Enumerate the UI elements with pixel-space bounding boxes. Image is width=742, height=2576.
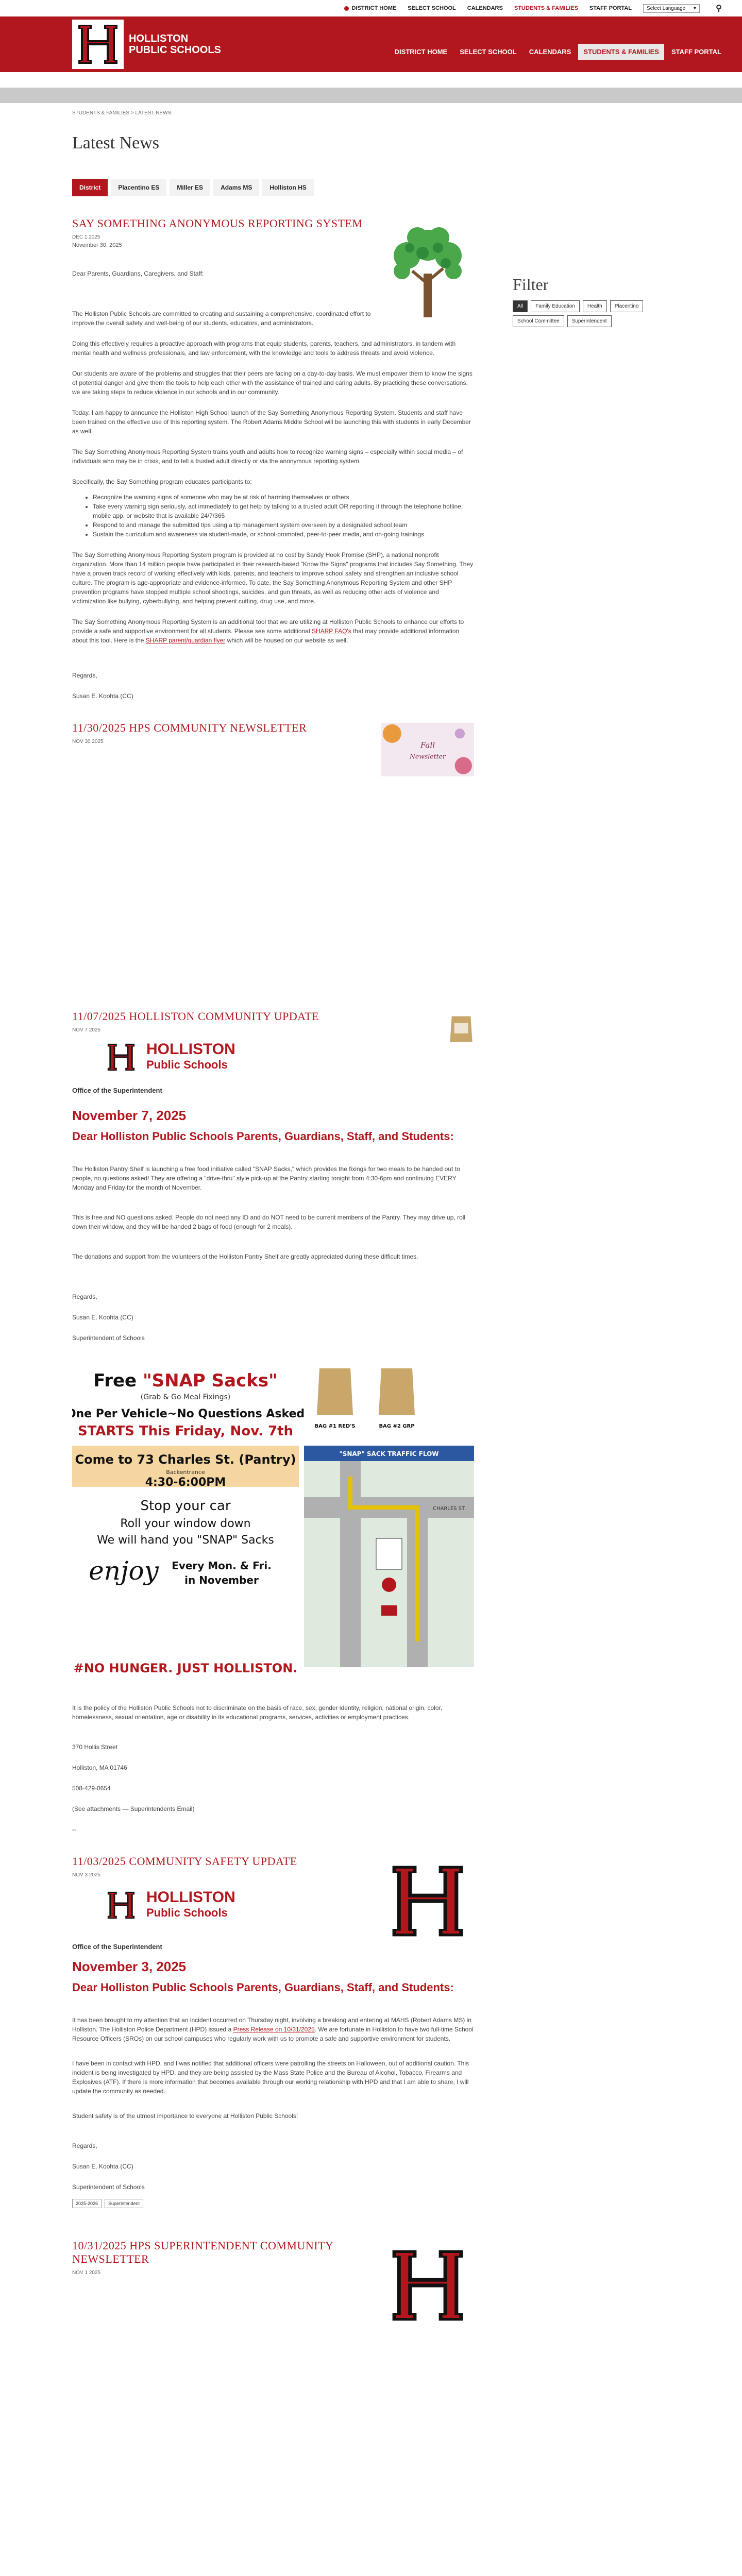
flyer-enjoy: enjoy <box>89 1556 159 1586</box>
post-signature-title: Superintendent of Schools <box>72 1334 145 1342</box>
post-paragraph: The Holliston Pantry Shelf is launching a free food initiative called "SNAP Sacks," which provides the fixings for two meals to be handed out to people, no questions asked! They are offering a "drive-thru" style pick-up at the Pantry starting tonight from 4:30-6pm and continuing EVERY Monday and Friday for the month of November. <box>72 1165 460 1191</box>
flyer-grab: (Grab & Go Meal Fixings) <box>140 1393 231 1401</box>
filter-school-committee[interactable]: School Committee <box>513 315 564 327</box>
flyer-hand: We will hand you "SNAP" Sacks <box>97 1534 274 1547</box>
school-tabs <box>72 179 670 196</box>
news-post <box>72 2239 474 2576</box>
tab-placentino[interactable]: Placentino ES <box>111 179 166 196</box>
flyer-free: Free <box>93 1370 137 1391</box>
sharp-flyer-link[interactable]: SHARP parent/guardian flyer <box>145 637 226 644</box>
site-header <box>0 16 742 72</box>
banner-strip <box>0 88 742 103</box>
post-date: NOV 7 2025 <box>72 1027 101 1033</box>
flyer-bag1: BAG #1 RED'S <box>314 1423 356 1429</box>
post-closing: Regards, <box>72 672 97 679</box>
filter-health[interactable]: Health <box>583 300 607 312</box>
post-date: NOV 1 2025 <box>72 2270 101 2276</box>
flyer-nohunger: #NO HUNGER. JUST HOLLISTON. <box>73 1661 298 1675</box>
post-paragraph: The Say Something Anonymous Reporting System is an additional tool that we are utilizing at Holliston Public Schools to enhance our efforts to provide a safe and supportive environment for all students. Please see some additional SHARP FAQ's that may provide additional information about this tool. Here is the SHARP parent/guardian flyer which will be housed on our website as well. <box>72 618 464 644</box>
separator-text: -- <box>72 1826 76 1833</box>
site-logo[interactable] <box>72 20 221 69</box>
hps-logo-block <box>103 1888 381 1922</box>
flyer-bag2: BAG #2 GRP <box>379 1423 415 1429</box>
util-students-families[interactable]: STUDENTS & FAMILIES <box>514 5 578 11</box>
letter-headline: Dear Holliston Public Schools Parents, Guardians, Staff, and Students: <box>72 1130 454 1143</box>
nav-district-home[interactable]: DISTRICT HOME <box>394 48 448 56</box>
search-icon: ⚲ <box>716 4 722 13</box>
post-paragraph: The Say Something Anonymous Reporting System program is provided at no cost by Sandy Hook Promise (SHP), a national nonprofit organization. More than 14 million people have participated in their research-based "Know the Signs" programs that includes Say Something. They have a proven track record of working effectively with kids, parents, and teachers to improve school safety and strengthen an inclusive school culture. The program is age-appropriate and evidence-informed. To date, the Say Something Anonymous Reporting System and other SHP prevention programs have stopped multiple school shootings, suicides, and gun threats, as well as reducing other acts of violence and victimization like bullying, cyberbullying, and helping prevent cutting, drug use, and more. <box>72 551 474 605</box>
tag-chip[interactable]: Superintendent <box>105 2199 143 2208</box>
post-paragraph: This is free and NO questions asked. People do not need any ID and do NOT need to be current members of the Pantry. They may drive up, roll down their window, and they will be handed 2 bags of food (enough for 2 meals). <box>72 1214 466 1230</box>
post-closing: Regards, <box>72 2142 97 2149</box>
flyer-come: Come to 73 Charles St. (Pantry) <box>75 1452 296 1467</box>
filter-all[interactable]: All <box>513 300 528 312</box>
news-list <box>72 217 474 2576</box>
post-title-link[interactable]: 11/03/2025 COMMUNITY SAFETY UPDATE <box>72 1855 297 1868</box>
post-date: NOV 3 2025 <box>72 1872 101 1878</box>
logo-wordmark: HOLLISTON Public Schools <box>146 1889 235 1919</box>
filter-panel <box>513 275 647 327</box>
list-item: • Recognize the warning signs of someone who may be at risk of harming themselves or others <box>93 493 474 502</box>
post-title-link[interactable]: SAY SOMETHING ANONYMOUS REPORTING SYSTEM <box>72 217 363 230</box>
post-signature: Susan E. Koohta (CC) <box>72 692 133 700</box>
filter-chips <box>513 300 647 327</box>
post-date: DEC 1 2025 <box>72 234 100 240</box>
policy-text: It is the policy of the Holliston Public Schools not to discriminate on the basis of race, sex, gender identity, religion, national origin, color, homelessness, sexual orientation, age or disability in its educational programs, services, activities or employment practices. <box>72 1704 443 1721</box>
svg-text:Free "SNAP Sacks" <box>93 1370 278 1391</box>
holliston-h-thumb <box>381 1855 474 1947</box>
hands-tree-image <box>381 217 474 320</box>
post-bullets <box>93 493 474 539</box>
tag-chip[interactable]: 2025-2026 <box>72 2199 102 2208</box>
post-tags <box>72 2199 474 2208</box>
home-dot-icon <box>344 6 349 11</box>
hps-logo-block <box>103 1040 438 1074</box>
press-release-link[interactable]: Press Release on 10/31/2025 <box>233 2026 315 2033</box>
post-title-link[interactable]: 10/31/2025 HPS SUPERINTENDENT COMMUNITY NEWSLETTER <box>72 2239 333 2265</box>
post-salutation: Dear Parents, Guardians, Caregivers, and Staff: <box>72 270 204 277</box>
flyer-back: Backentrance <box>166 1469 205 1476</box>
address-line: 370 Hollis Street <box>72 1743 118 1751</box>
post-title-link[interactable]: 11/30/2025 HPS COMMUNITY NEWSLETTER <box>72 721 307 734</box>
flyer-starts: STARTS This Friday, Nov. 7th <box>77 1423 294 1439</box>
util-calendars[interactable]: CALENDARS <box>467 5 503 11</box>
office-label: Office of the Superintendent <box>72 1943 162 1951</box>
post-paragraph: The Say Something Anonymous Reporting System trains youth and adults how to recognize warning signs – especially within social media – of individuals who may be in crisis, and to tell a trusted adult directly or via the anonymous reporting system. <box>72 448 463 465</box>
post-paragraph: I have been in contact with HPD, and I was notified that additional officers were patrolling the streets on Halloween, out of additional caution. This incident is being investigated by HPD, and they are being assisted by the Mass State Police and the Bureau of Alcohol, Tobacco, Firearms and Explosives (ATF). If there is more information that becomes available through our working relationship with HPD and that I am able to share, I will update the community as needed. <box>72 2060 469 2095</box>
list-item: • Sustain the curriculum and awareness via student-made, or school-promoted, peer-to-peer media, and on-going trainings <box>93 530 474 539</box>
logo-wordmark: HOLLISTON Public Schools <box>146 1041 235 1071</box>
flyer-stop: Stop your car <box>140 1498 231 1514</box>
news-post <box>72 217 474 701</box>
utility-bar <box>0 0 742 16</box>
search-button[interactable] <box>711 3 727 14</box>
tab-miller[interactable]: Miller ES <box>170 179 210 196</box>
holliston-h-thumb <box>381 2239 474 2332</box>
fall-newsletter-thumb <box>381 721 474 778</box>
post-subdate: November 30, 2025 <box>72 242 122 248</box>
office-label: Office of the Superintendent <box>72 1087 162 1094</box>
address-line: Holliston, MA 01746 <box>72 1764 127 1771</box>
flyer-one-per: One Per Vehicle~No Questions Asked <box>72 1408 305 1420</box>
attachment-note: (See attachments — Superintendents Email) <box>72 1805 195 1812</box>
holliston-h-logo-icon <box>103 1888 139 1922</box>
main-nav <box>390 44 727 60</box>
filter-family-education[interactable]: Family Education <box>531 300 580 312</box>
flyer-snap: "SNAP Sacks" <box>142 1370 278 1391</box>
filter-superintendent[interactable]: Superintendent <box>567 315 612 327</box>
nav-staff-portal[interactable]: STAFF PORTAL <box>671 48 721 56</box>
post-paragraph: It has been brought to my attention that an incident occurred on Thursday night, involving a breaking and entering at MAHS (Robert Adams MS) in Holliston. The Holliston Police Department (HPD) issued a Press Release on 10/31/2025. We are fortunate in Holliston to have two full-time School Resource Officers (SROs) on our school campuses who regularly work with us to promote a safe and supportive environment for students. <box>72 2016 474 2042</box>
tab-district[interactable]: District <box>72 179 108 196</box>
post-paragraph: The donations and support from the volunteers of the Holliston Pantry Shelf are greatly appreciated during these difficult times. <box>72 1253 418 1260</box>
tab-adams[interactable]: Adams MS <box>213 179 259 196</box>
post-closing: Regards, <box>72 1293 97 1300</box>
list-item: • Respond to and manage the submitted tips using a tip management system overseen by a designated school team <box>93 520 474 530</box>
page-title: Latest News <box>72 133 160 152</box>
thumb-title: Fall <box>420 740 435 750</box>
flyer-time: 4:30-6:00PM <box>145 1476 226 1489</box>
util-district-home[interactable]: DISTRICT HOME <box>344 5 396 11</box>
flyer-roll: Roll your window down <box>120 1517 251 1530</box>
holliston-h-logo-icon <box>103 1040 139 1074</box>
post-paragraph: Doing this effectively requires a proactive approach with programs that equip students, parents, teachers, and administrators, in tandem with mental health and wellness professionals, and law enforcement, with the knowledge and tools to address threats and avoid violence. <box>72 340 456 357</box>
util-select-school[interactable]: SELECT SCHOOL <box>408 5 456 11</box>
nav-calendars[interactable]: CALENDARS <box>529 48 571 56</box>
filter-placentino[interactable]: Placentino <box>610 300 644 312</box>
post-paragraph: Today, I am happy to announce the Holliston High School launch of the Say Something Anonymous Reporting System. Students and staff have been trained on the effective use of this reporting system. The Robert Adams Middle School will be launching this with students in early December as well. <box>72 409 471 435</box>
breadcrumb: STUDENTS & FAMILIES > LATEST NEWS <box>72 110 172 116</box>
list-item: • Take every warning sign seriously, act immediately to get help by talking to a trusted adult OR reporting it through the telephone hotline, mobile app, or website that is available 24/7/365 <box>93 502 474 520</box>
flyer-nov: in November <box>184 1574 259 1586</box>
news-post <box>72 721 474 989</box>
post-paragraph: Specifically, the Say Something program educates participants to: <box>72 478 252 485</box>
nav-select-school[interactable]: SELECT SCHOOL <box>460 48 517 56</box>
snap-sack-thumb <box>448 1010 474 1046</box>
post-signature-title: Superintendent of Schools <box>72 2183 145 2191</box>
nav-students-families[interactable]: STUDENTS & FAMILIES <box>578 44 664 60</box>
flyer-every: Every Mon. & Fri. <box>172 1560 272 1572</box>
post-signature: Susan E. Koohta (CC) <box>72 1314 133 1321</box>
filter-title: Filter <box>513 275 549 294</box>
news-post <box>72 1855 474 2208</box>
tab-holliston-hs[interactable]: Holliston HS <box>262 179 313 196</box>
post-paragraph: The Holliston Public Schools are committed to creating and sustaining a comprehensive, coordinated effort to improve the overall safety and well-being of our students, educators, and administrators. <box>72 310 371 327</box>
post-paragraph: Our students are aware of the problems and struggles that their peers are facing on a day-to-day basis. We must empower them to know the signs of potential danger and give them the tools to help each other with the assistance of trained and caring adults. By practicing these conversations, we are taking steps to reduce violence in our schools and in our community. <box>72 370 473 396</box>
util-staff-portal[interactable]: STAFF PORTAL <box>589 5 632 11</box>
letter-headline: Dear Holliston Public Schools Parents, Guardians, Staff, and Students: <box>72 1981 454 1994</box>
language-select[interactable]: Select Language ▾ <box>643 4 700 13</box>
flyer-street: CHARLES ST. <box>433 1506 466 1512</box>
content-area <box>0 133 742 2576</box>
post-paragraph: Student safety is of the utmost importance to everyone at Holliston Public Schools! <box>72 2112 298 2120</box>
post-signature: Susan E. Koohta (CC) <box>72 2163 133 2170</box>
holliston-h-logo-icon <box>72 20 124 69</box>
thumb-subtitle: Newsletter <box>409 752 446 760</box>
news-post <box>72 1010 474 1834</box>
flyer-map-title: "SNAP" SACK TRAFFIC FLOW <box>339 1450 439 1458</box>
letter-date: November 3, 2025 <box>72 1959 187 1974</box>
letter-date: November 7, 2025 <box>72 1108 187 1123</box>
snap-sacks-flyer <box>72 1363 474 1685</box>
phone-line: 508-429-0654 <box>72 1785 111 1792</box>
logo-wordmark: HOLLISTON PUBLIC SCHOOLS <box>129 33 221 56</box>
post-title-link[interactable]: 11/07/2025 HOLLISTON COMMUNITY UPDATE <box>72 1010 319 1023</box>
post-date: NOV 30 2025 <box>72 739 104 744</box>
sharp-faq-link[interactable]: SHARP FAQ's <box>311 628 351 635</box>
